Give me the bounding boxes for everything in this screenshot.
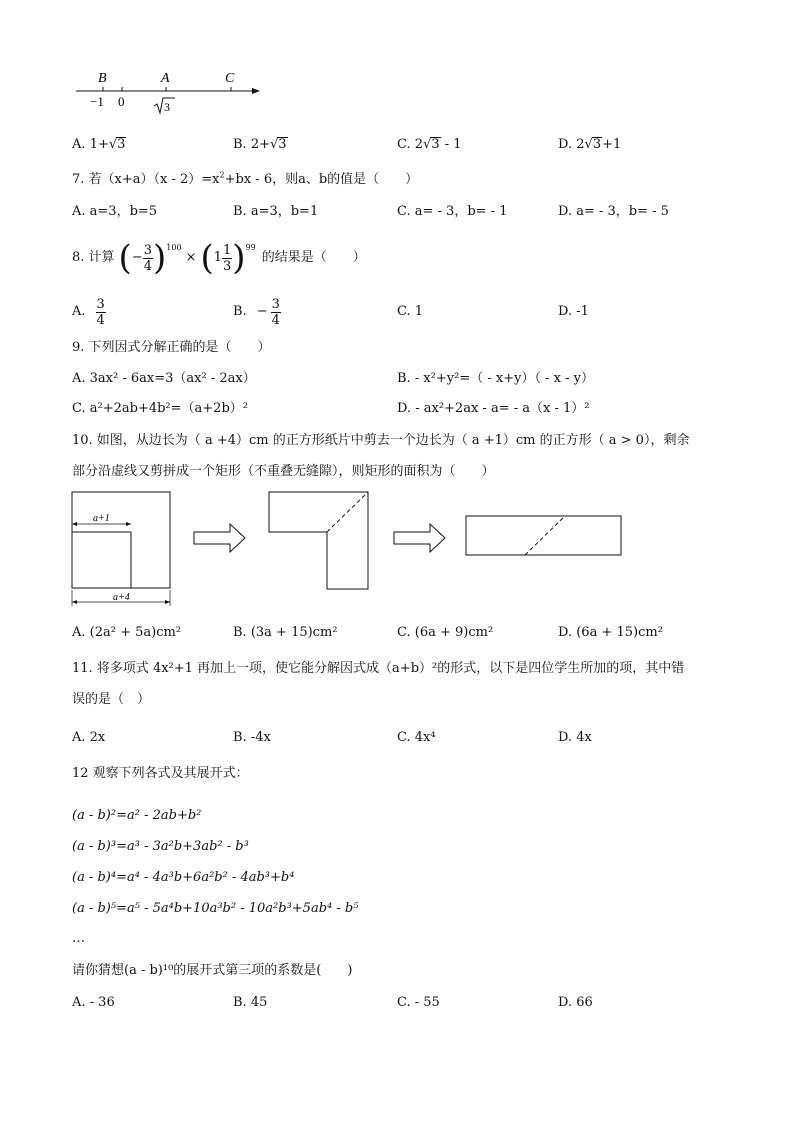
q8-option-c[interactable]: C. 1 xyxy=(397,304,424,319)
dim-small-label: a+1 xyxy=(93,513,110,524)
q12-expansion-4: (a - b)⁵=a⁵ - 5a⁴b+10a³b² - 10a²b³+5ab⁴ - b⁵ xyxy=(72,901,359,916)
q6-option-a[interactable]: A. 1+√3 xyxy=(72,137,126,152)
dim-big-label: a+4 xyxy=(113,592,130,603)
q10-stem-line1: 10. 如图，从边长为（ a +4）cm 的正方形纸片中剪去一个边长为（ a +1）cm 的正方形（ a > 0），剩余 xyxy=(72,433,690,448)
tick-zero: 0 xyxy=(118,94,125,109)
q12-expansion-1: (a - b)²=a² - 2ab+b² xyxy=(72,808,202,823)
q9-option-c[interactable]: C. a²+2ab+4b²=（a+2b）² xyxy=(72,401,248,416)
q9-option-d[interactable]: D. - ax²+2ax - a= - a（x - 1）² xyxy=(397,401,590,416)
q12-expansion-3: (a - b)⁴=a⁴ - 4a³b+6a²b² - 4ab³+b⁴ xyxy=(72,870,295,885)
q12-option-d[interactable]: D. 66 xyxy=(558,995,593,1010)
q12-expansion-2: (a - b)³=a³ - 3a²b+3ab² - b³ xyxy=(72,839,249,854)
q10-stem-line2: 部分沿虚线又剪拼成一个矩形（不重叠无缝隙），则矩形的面积为（ ） xyxy=(72,464,495,479)
q10-option-c[interactable]: C. (6a + 9)cm² xyxy=(397,625,494,640)
q9-option-a[interactable]: A. 3ax² - 6ax=3（ax² - 2ax） xyxy=(72,371,256,386)
q8-stem: 8. 计算 ( − $\frac{3}{4}$ ) 100 × ( 1 $\frac{1}{3}$ ) 99 的结果是（ ） xyxy=(72,238,366,278)
q7-stem: 7. 若$(x+a)(x - 2)=x^2+bx - 6$，则a、b的值是（ ） xyxy=(72,170,419,187)
q10-option-b[interactable]: B. (3a + 15)cm² xyxy=(233,625,338,640)
point-b-label: B xyxy=(98,71,107,86)
q11-stem-line2: 误的是（ ） xyxy=(72,692,151,707)
q12-option-b[interactable]: B. 45 xyxy=(233,995,268,1010)
point-a-label: A xyxy=(161,71,170,86)
q8-option-a[interactable]: A. $\frac{3}{4}$ xyxy=(72,296,105,328)
q11-option-a[interactable]: A. 2x xyxy=(72,730,106,745)
q12-ellipsis: … xyxy=(72,931,85,946)
q12-option-a[interactable]: A. - 36 xyxy=(72,995,115,1010)
q7-option-d[interactable]: D. a= - 3，b= - 5 xyxy=(558,204,669,219)
q11-option-b[interactable]: B. -4x xyxy=(233,730,271,745)
q8-option-b[interactable]: B. − $\frac{3}{4}$ xyxy=(233,296,280,328)
q10-figure xyxy=(66,486,636,610)
q12-stem: 12 观察下列各式及其展开式： xyxy=(72,766,249,781)
q7-option-c[interactable]: C. a= - 3，b= - 1 xyxy=(397,204,508,219)
q9-stem: 9. 下列因式分解正确的是（ ） xyxy=(72,340,271,355)
q11-option-d[interactable]: D. 4x xyxy=(558,730,592,745)
q12-option-c[interactable]: C. - 55 xyxy=(397,995,440,1010)
number-line-figure xyxy=(70,64,270,116)
q6-option-d[interactable]: D. 2√3+1 xyxy=(558,137,622,152)
q7-option-b[interactable]: B. a=3，b=1 xyxy=(233,204,319,219)
q7-option-a[interactable]: A. a=3，b=5 xyxy=(72,204,158,219)
q11-stem-line1: 11. 将多项式 4x²+1 再加上一项，使它能分解因式成（a+b）²的形式，以下是四位学生所加的项，其中错 xyxy=(72,661,685,676)
q10-option-d[interactable]: D. (6a + 15)cm² xyxy=(558,625,663,640)
tick-sqrt3: 3 xyxy=(164,100,170,114)
tick-minus-one: −1 xyxy=(90,94,104,109)
q12-question: 请你猜想(a - b)¹⁰的展开式第三项的系数是( ) xyxy=(72,963,353,978)
point-c-label: C xyxy=(225,71,235,86)
q8-option-d[interactable]: D. -1 xyxy=(558,304,589,319)
q11-option-c[interactable]: C. 4x⁴ xyxy=(397,730,436,745)
q9-option-b[interactable]: B. - x²+y²=（ - x+y）（ - x - y） xyxy=(397,371,594,386)
q6-option-b[interactable]: B. 2+√3 xyxy=(233,137,287,152)
q6-option-c[interactable]: C. 2√3 - 1 xyxy=(397,137,462,152)
q10-option-a[interactable]: A. (2a² + 5a)cm² xyxy=(72,625,182,640)
